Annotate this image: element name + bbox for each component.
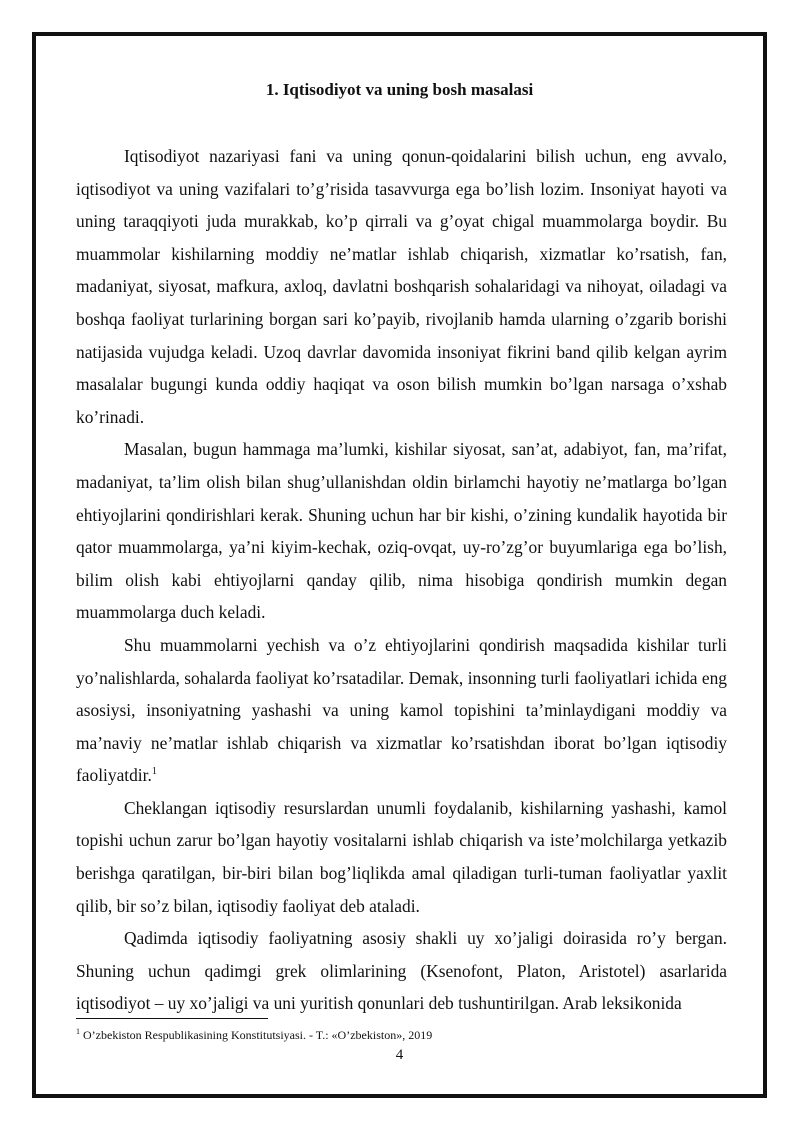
page-number: 4 [395, 1047, 404, 1063]
page-frame [32, 32, 767, 1098]
paragraph-5: Qadimda iqtisodiy faoliyatning asosiy shakli uy xo’jaligi doirasida ro’y bergan. Shuning uchun qadimgi grek olimlarining (Ksenofont, Platon, Aristotel) asarlarida iqtisodiyot – uy xo’jaligi va uni yuritish qonunlari deb tushuntirilgan. Arab leksikonida [76, 928, 727, 1014]
body-text [76, 140, 727, 1020]
footnote-text: O’zbekiston Respublikasining Konstitutsiyasi. - T.: «O’zbekiston», 2019 [80, 1028, 433, 1042]
paragraph-3 [76, 629, 727, 792]
footnote [76, 1028, 432, 1043]
paragraph-3-text: Shu muammolarni yechish va o’z ehtiyojlarini qondirish maqsadida kishilar turli yo’nalishlarda, sohalarda faoliyat ko’rsatadilar. Demak, insonning turli faoliyatlari ichida eng asosiysi, insoniyatning yashashi va uning kamol topishini ta’minlaydigani moddiy va ma’naviy ne’matlar ishlab chiqarish va xizmatlar ko’rsatishdan iborat bo’lgan iqtisodiy faoliyatdir. [76, 634, 727, 786]
footnote-number: 1 [76, 1027, 80, 1036]
paragraph-4: Cheklangan iqtisodiy resurslardan unumli foydalanib, kishilarning yashashi, kamol topishi uchun zarur bo’lgan hayotiy vositalarni ishlab chiqarish va iste’molchilarga yetkazib berishga qaratilgan, bir-biri bilan bog’liqlikda amal qiladigan turli-tuman faoliyatlar yaxlit qilib, bir so’z bilan, iqtisodiy faoliyat deb ataladi. [76, 797, 727, 916]
section-heading: 1. Iqtisodiyot va uning bosh masalasi [265, 80, 534, 99]
footnote-separator [76, 1018, 268, 1019]
footnote-reference[interactable]: 1 [151, 766, 157, 778]
paragraph-1: Iqtisodiyot nazariyasi fani va uning qonun-qoidalarini bilish uchun, eng avvalo, iqtisodiyot va uning vazifalari to’g’risida tasavvurga ega bo’lish lozim. Insoniyat hayoti va uning taraqqiyoti juda murakkab, ko’p qirrali va g’oyat chigal muammolarga boydir. Bu muammolar kishilarning moddiy ne’matlar ishlab chiqarish, xizmatlar ko’rsatish, fan, madaniyat, siyosat, mafkura, axloq, davlatni boshqarish sohalaridagi va nihoyat, oiladagi va boshqa faoliyat turlarining borgan sari ko’payib, rivojlanib hamda ularning o’zgarib borishi natijasida vujudga keladi. Uzoq davrlar davomida insoniyat fikrini band qilib kelgan ayrim masalalar bugungi kunda oddiy haqiqat va oson bilish mumkin bo’lgan narsaga o’xshab ko’rinadi. [76, 146, 727, 427]
paragraph-2: Masalan, bugun hammaga ma’lumki, kishilar siyosat, san’at, adabiyot, fan, ma’rifat, madaniyat, ta’lim olish bilan shug’ullanishdan oldin birlamchi hayotiy ne’matlarga bo’lgan ehtiyojlarini qondirishlari kerak. Shuning uchun har bir kishi, o’zining kundalik hayotida bir qator muammolarga, ya’ni kiyim-kechak, oziq-ovqat, uy-ro’zg’or buyumlariga ega bo’lish, bilim olish kabi ehtiyojlarni qanday qilib, nima hisobiga qondirish mumkin degan muammolarga duch keladi. [76, 439, 727, 623]
